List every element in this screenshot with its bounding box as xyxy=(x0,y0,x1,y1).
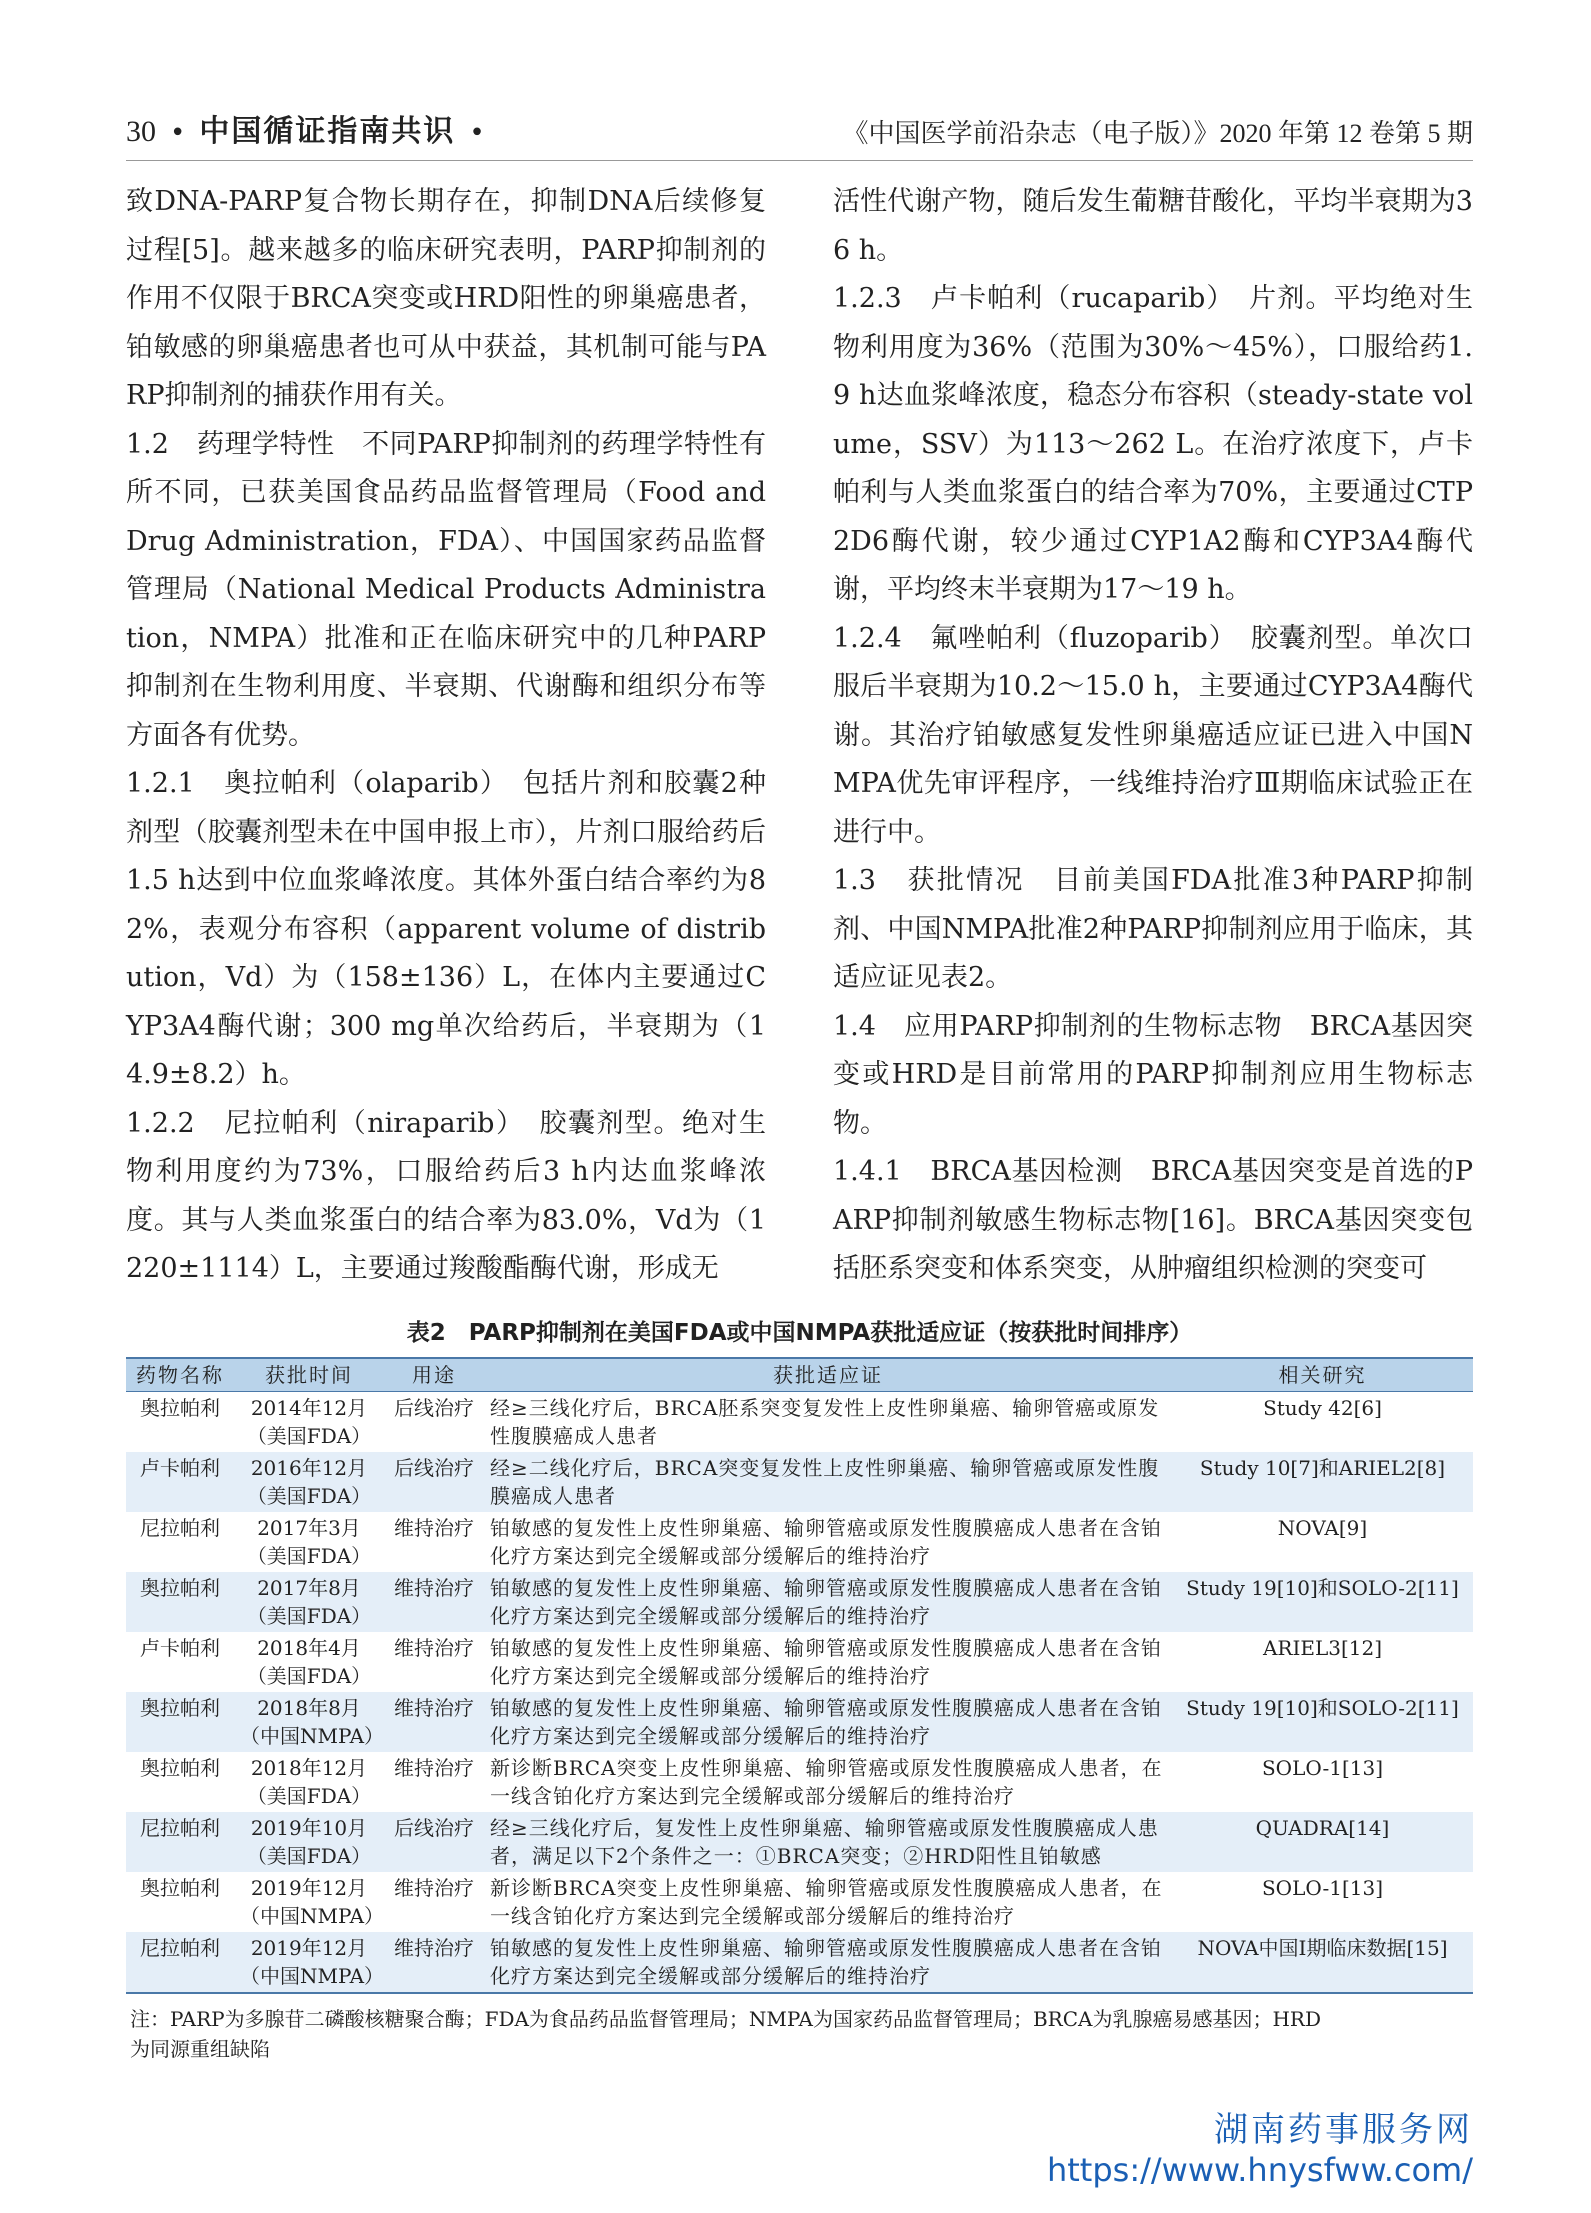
table-cell: 2014年12月（美国FDA） xyxy=(246,1396,372,1448)
table-cell: 2019年12月（中国NMPA） xyxy=(240,1876,385,1928)
paragraph: 1.3 获批情况 目前美国FDA批准3种PARP抑制剂、中国NMPA批准2种PARP抑制剂应用于临床，其适应证见表2。 xyxy=(833,865,1473,993)
table-body xyxy=(126,1392,1473,1994)
table-cell: 2017年3月（美国FDA） xyxy=(246,1516,372,1568)
table-cell: 铂敏感的复发性上皮性卵巢癌、输卵管癌或原发性腹膜癌成人患者在含铂化疗方案达到完全缓解或部分缓解后的维持治疗 xyxy=(490,1516,1162,1568)
paragraph: 1.4 应用PARP抑制剂的生物标志物 BRCA基因突变或HRD是目前常用的PARP抑制剂应用生物标志物。 xyxy=(833,1010,1473,1139)
table-cell: 经≥三线化疗后，复发性上皮性卵巢癌、输卵管癌或原发性腹膜癌成人患者，满足以下2个条件之一：①BRCA突变；②HRD阳性且铂敏感 xyxy=(484,1812,1172,1872)
table-cell: 维持治疗 xyxy=(394,1516,474,1540)
table-cell: 铂敏感的复发性上皮性卵巢癌、输卵管癌或原发性腹膜癌成人患者在含铂化疗方案达到完全缓解或部分缓解后的维持治疗 xyxy=(484,1932,1172,1993)
paragraph: 1.2.1 奥拉帕利（olaparib） 包括片剂和胶囊2种剂型（胶囊剂型未在中国申报上市），片剂口服给药后1.5 h达到中位血浆峰浓度。其体外蛋白结合率约为82%，表观分布容积（apparent volume of distribution，Vd）为（158±136）L，在体内主要通过CYP3A4酶代谢；300 mg单次给药后，半衰期为（14.9±8.2）h。 xyxy=(126,768,766,1090)
table-cell: 2018年8月（中国NMPA） xyxy=(234,1692,384,1752)
table-cell: 2019年10月（美国FDA） xyxy=(234,1812,384,1872)
column-header: 用途 xyxy=(384,1358,484,1392)
table-row xyxy=(126,1812,1473,1872)
table-row xyxy=(126,1392,1473,1453)
paragraph: 1.2.2 尼拉帕利（niraparib） 胶囊剂型。绝对生物利用度约为73%，口服给药后3 h内达血浆峰浓度。其与人类血浆蛋白的结合率为83.0%，Vd为（1220±1114）L，主要通过羧酸酯酶代谢，形成无 xyxy=(126,1107,766,1284)
paragraph: 1.2.3 卢卡帕利（rucaparib） 片剂。平均绝对生物利用度为36%（范围为30%～45%），口服给药1.9 h达血浆峰浓度，稳态分布容积（steady-state volume，SSV）为113～262 L。在治疗浓度下，卢卡帕利与人类血浆蛋白的结合率为70%，主要通过CTP2D6酶代谢，较少通过CYP1A2酶和CYP3A4酶代谢，平均终末半衰期为17～19 h。 xyxy=(833,283,1473,605)
table-cell: 新诊断BRCA突变上皮性卵巢癌、输卵管癌或原发性腹膜癌成人患者，在一线含铂化疗方案达到完全缓解或部分缓解后的维持治疗 xyxy=(490,1876,1163,1928)
page-header xyxy=(126,100,1473,161)
paragraph: 1.2.4 氟唑帕利（fluzoparib） 胶囊剂型。单次口服后半衰期为10.2～15.0 h，主要通过CYP3A4酶代谢。其治疗铂敏感复发性卵巢癌适应证已进入中国NMPA优先审评程序，一线维持治疗Ⅲ期临床试验正在进行中。 xyxy=(833,622,1473,848)
table-cell: 2017年8月（美国FDA） xyxy=(234,1572,384,1632)
table-cell: 2016年12月（美国FDA） xyxy=(234,1452,384,1512)
table-cell: 维持治疗 xyxy=(394,1636,474,1660)
body-columns xyxy=(126,178,1473,1288)
table-row xyxy=(126,1512,1473,1572)
table-header-row xyxy=(126,1358,1473,1392)
table-cell: NOVA[9] xyxy=(1277,1516,1368,1540)
table-cell: 铂敏感的复发性上皮性卵巢癌、输卵管癌或原发性腹膜癌成人患者在含铂化疗方案达到完全缓解或部分缓解后的维持治疗 xyxy=(490,1636,1162,1688)
column-header: 获批适应证 xyxy=(484,1358,1172,1392)
table-cell: 尼拉帕利 xyxy=(126,1812,234,1872)
table-cell: Study 42[6] xyxy=(1263,1396,1382,1420)
table-cell: 后线治疗 xyxy=(394,1396,474,1420)
table-row xyxy=(126,1872,1473,1932)
table-cell: 卢卡帕利 xyxy=(126,1452,234,1512)
journal-title: 《中国医学前沿杂志（电子版）》2020 年第 12 卷第 5 期 xyxy=(842,119,1473,148)
paragraph: 活性代谢产物，随后发生葡糖苷酸化，平均半衰期为36 h。 xyxy=(833,186,1473,266)
table-cell: Study 19[10]和SOLO-2[11] xyxy=(1172,1572,1473,1632)
watermark-url[interactable]: https://www.hnysfww.com/ xyxy=(1046,2151,1473,2189)
table-cell: 奥拉帕利 xyxy=(126,1692,234,1752)
table-cell: 2018年4月（美国FDA） xyxy=(246,1636,372,1688)
table-row xyxy=(126,1752,1473,1812)
table-cell: 奥拉帕利 xyxy=(140,1756,220,1780)
table-row xyxy=(126,1932,1473,1993)
table-note xyxy=(126,2004,1473,2064)
header-bullet: • xyxy=(170,118,186,148)
table-cell: NOVA中国Ⅰ期临床数据[15] xyxy=(1172,1932,1473,1993)
left-column xyxy=(126,178,766,1288)
table-row xyxy=(126,1452,1473,1512)
table-note-line: 注：PARP为多腺苷二磷酸核糖聚合酶；FDA为食品药品监督管理局；NMPA为国家药品监督管理局；BRCA为乳腺癌易感基因；HRD xyxy=(130,2007,1322,2031)
column-header: 药物名称 xyxy=(126,1358,234,1392)
page-number: 30 xyxy=(126,115,156,148)
table-row xyxy=(126,1632,1473,1692)
table-cell: Study 10[7]和ARIEL2[8] xyxy=(1172,1452,1473,1512)
series-title: 中国循证指南共识 xyxy=(199,114,456,149)
approval-table xyxy=(126,1357,1473,1994)
table-section xyxy=(126,1314,1473,2064)
watermark xyxy=(1047,2102,1473,2189)
table-cell: 尼拉帕利 xyxy=(126,1932,234,1993)
table-cell: 经≥三线化疗后，BRCA胚系突变复发性上皮性卵巢癌、输卵管癌或原发性腹膜癌成人患者 xyxy=(490,1396,1160,1448)
table-cell: 奥拉帕利 xyxy=(140,1396,220,1420)
watermark-site-name: 湖南药事服务网 xyxy=(1214,2110,1473,2150)
right-column xyxy=(833,178,1473,1288)
table-cell: 维持治疗 xyxy=(384,1692,484,1752)
table-cell: 维持治疗 xyxy=(384,1932,484,1993)
table-cell: 后线治疗 xyxy=(384,1452,484,1512)
table-cell: 2019年12月（中国NMPA） xyxy=(234,1932,384,1993)
table-cell: SOLO-1[13] xyxy=(1261,1756,1384,1780)
paragraph: 1.2 药理学特性 不同PARP抑制剂的药理学特性有所不同，已获美国食品药品监督管理局（Food and Drug Administration，FDA）、中国国家药品监督管理局（National Medical Products Administration，NMPA）批准和正在临床研究中的几种PARP抑制剂在生物利用度、半衰期、代谢酶和组织分布等方面各有优势。 xyxy=(126,428,766,751)
column-header: 获批时间 xyxy=(234,1358,384,1392)
table-cell: 铂敏感的复发性上皮性卵巢癌、输卵管癌或原发性腹膜癌成人患者在含铂化疗方案达到完全缓解或部分缓解后的维持治疗 xyxy=(484,1692,1172,1752)
paragraph: 致DNA-PARP复合物长期存在，抑制DNA后续修复过程[5]。越来越多的临床研究表明，PARP抑制剂的作用不仅限于BRCA突变或HRD阳性的卵巢癌患者，铂敏感的卵巢癌患者也可从中获益，其机制可能与PARP抑制剂的捕获作用有关。 xyxy=(126,186,766,411)
table-row xyxy=(126,1692,1473,1752)
paragraph: 1.4.1 BRCA基因检测 BRCA基因突变是首选的PARP抑制剂敏感生物标志物[16]。BRCA基因突变包括胚系突变和体系突变，从肿瘤组织检测的突变可 xyxy=(833,1156,1473,1284)
table-row xyxy=(126,1572,1473,1632)
table-cell: SOLO-1[13] xyxy=(1261,1876,1384,1900)
table-caption: 表2 PARP抑制剂在美国FDA或中国NMPA获批适应证（按获批时间排序） xyxy=(406,1320,1193,1346)
column-header: 相关研究 xyxy=(1172,1358,1473,1392)
table-cell: 维持治疗 xyxy=(394,1876,474,1900)
table-cell: 后线治疗 xyxy=(384,1812,484,1872)
header-bullet-2: • xyxy=(469,118,485,148)
table-cell: 2018年12月（美国FDA） xyxy=(246,1756,372,1808)
table-cell: 奥拉帕利 xyxy=(140,1876,220,1900)
header-left xyxy=(126,106,485,150)
table-cell: Study 19[10]和SOLO-2[11] xyxy=(1172,1692,1473,1752)
table-cell: 奥拉帕利 xyxy=(126,1572,234,1632)
table-cell: 经≥二线化疗后，BRCA突变复发性上皮性卵巢癌、输卵管癌或原发性腹膜癌成人患者 xyxy=(484,1452,1172,1512)
table-cell: 卢卡帕利 xyxy=(140,1636,220,1660)
table-cell: ARIEL3[12] xyxy=(1262,1636,1383,1660)
table-cell: 新诊断BRCA突变上皮性卵巢癌、输卵管癌或原发性腹膜癌成人患者，在一线含铂化疗方案达到完全缓解或部分缓解后的维持治疗 xyxy=(490,1756,1163,1808)
table-cell: 维持治疗 xyxy=(394,1756,474,1780)
table-note-line: 为同源重组缺陷 xyxy=(130,2037,270,2061)
table-cell: QUADRA[14] xyxy=(1172,1812,1473,1872)
table-cell: 尼拉帕利 xyxy=(140,1516,220,1540)
table-cell: 铂敏感的复发性上皮性卵巢癌、输卵管癌或原发性腹膜癌成人患者在含铂化疗方案达到完全缓解或部分缓解后的维持治疗 xyxy=(484,1572,1172,1632)
table-cell: 维持治疗 xyxy=(384,1572,484,1632)
